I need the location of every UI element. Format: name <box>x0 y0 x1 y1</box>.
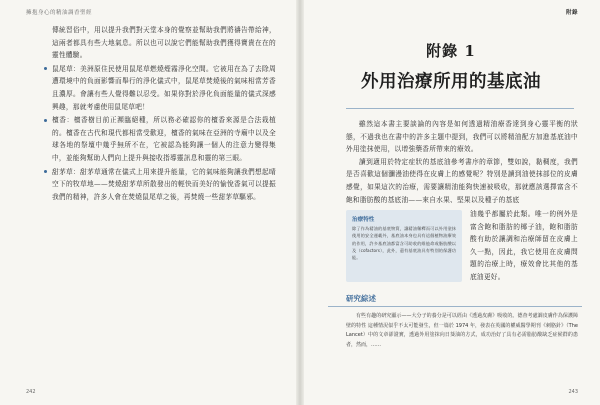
left-page-number: 242 <box>26 389 36 395</box>
list-item-text: 檀香：檀香樹目前正瀕臨絕種，所以務必確認你的檀香來源是合法栽植的。檀香在古代和現代都相當受歡迎，檀香的氣味在亞洲的寺廟中以及全球各地的祭壇中幾乎無所不在，它被認為能夠讓一個人的注意力變得集中，並能夠幫助人們向上提升與接收指導靈訊息和靈的第三眼。 <box>52 116 276 162</box>
left-running-head: 擁抱身心的精油調香聖經 <box>26 10 93 16</box>
research-section-body <box>346 312 578 350</box>
title-divider <box>346 108 574 109</box>
list-item-sandalwood <box>52 114 276 164</box>
bullet-dot-icon <box>44 170 47 173</box>
bullet-dot-icon <box>44 67 47 70</box>
section-paragraph: 有些有趣的研究顯示——大分子的養分是可以經由《透過皮膚》吸收的。德查考處調皮膚作為保護障壁的特性 這種情況似乎不太可能發生，但一篇於 1974 年，發表在英國的權威醫學期刊《刺胳針》（The Lancet）中的文章卻證實，透過外用塗抹向日葵油的方式，成功治好了具有必需脂肪酸缺乏症候群的患者，然而，…… <box>346 313 578 348</box>
sidebar-and-text <box>346 208 578 288</box>
left-paragraph: 傳統習俗中，用以提升我們對天堂本身的覺察並幫助我們將禱告帶給神，這兩者都具有些大地氣息。所以也可以說它們能幫助我們獲得寶貴在在的靈性體驗。 <box>52 26 276 60</box>
list-item-sage <box>52 63 276 113</box>
therapeutic-properties-sidebar <box>346 210 462 282</box>
appendix-title: 外用治療所用的基底油 <box>361 72 541 92</box>
wrap-paragraph: 油幾乎都屬於此類。唯一的例外是富含飽和脂肪的椰子油，飽和脂肪酸有助於讓調和治療師留在皮膚上久一點，因此，我它使用在皮膚問題的治療上時，療效會比其他的基底油更好。 <box>470 210 578 281</box>
right-page <box>302 0 600 405</box>
essential-oil-list <box>52 63 276 204</box>
sidebar-text: 除了作為精油的基底物質，讓精油稀釋而可以外用塗抹使用的安全運載外，基底油本身也具有這個植物油療效的作用，許多基底油都富含可助收的維他命或脂肪酸以及（cofactors），此外，還有基底油具有特別的保護功能。 <box>352 226 456 261</box>
list-item-text: 鼠尾草：美洲原住民使用鼠尾草燃燒煙霧淨化空間。它被用在為了去除周遭環境中的負面影響而舉行的淨化儀式中，鼠尾草焚燒後的氣味相當芳香且濃厚。會讓有些人覺得難以忍受。如果你對於淨化負面能量的儀式深感興趣，那就考慮使用鼠尾草吧！ <box>52 64 276 111</box>
section-heading: 研究綜述 <box>346 294 376 303</box>
list-item-sweetgrass <box>52 166 276 204</box>
right-page-number: 243 <box>568 389 578 395</box>
intro-paragraph-2: 讀到適用於特定症狀的基底油參考書序的章節，雙如說，黏稠度，我們是否喜歡這個瀰漫油使得在皮膚上的感覺呢？特別是讀到油使抹部位的皮膚感覺，如果這次的治療，需要讓精油能夠快速被吸收，那就應該選擇富含不飽和脂肪酸的基底油——來自水果、堅果以及種子的基底 <box>346 157 578 204</box>
list-item-text: 甜茅草：甜茅草通常在儀式上用來提升能量，它的氣味能夠讓我們想起晴空下的牧草地——焚燒甜茅草所散發出的輕快而美好的愉悅香氣可以提振我們的精神，許多人會在焚燒鼠尾草之後，再焚燒一些甜茅草驅邪。 <box>52 167 276 201</box>
intro-paragraph: 雖然這本書主要談論的內容是如何透過精油療香達到身心靈平衡的狀態，不過我也在書中的許多主題中提到，我們可以將精油配方加進基底油中外用塗抹使用，以增強藥香所帶來的療效。 <box>346 120 578 154</box>
left-body <box>52 24 276 204</box>
sidebar-heading: 治療特性 <box>352 217 375 223</box>
research-section-header <box>328 292 582 307</box>
right-running-head: 附錄 <box>565 10 578 16</box>
bullet-dot-icon <box>44 119 47 122</box>
left-page <box>0 0 298 405</box>
appendix-label: 附錄 1 <box>426 42 476 60</box>
appendix-intro <box>346 118 578 206</box>
appendix-title-block <box>302 40 600 93</box>
